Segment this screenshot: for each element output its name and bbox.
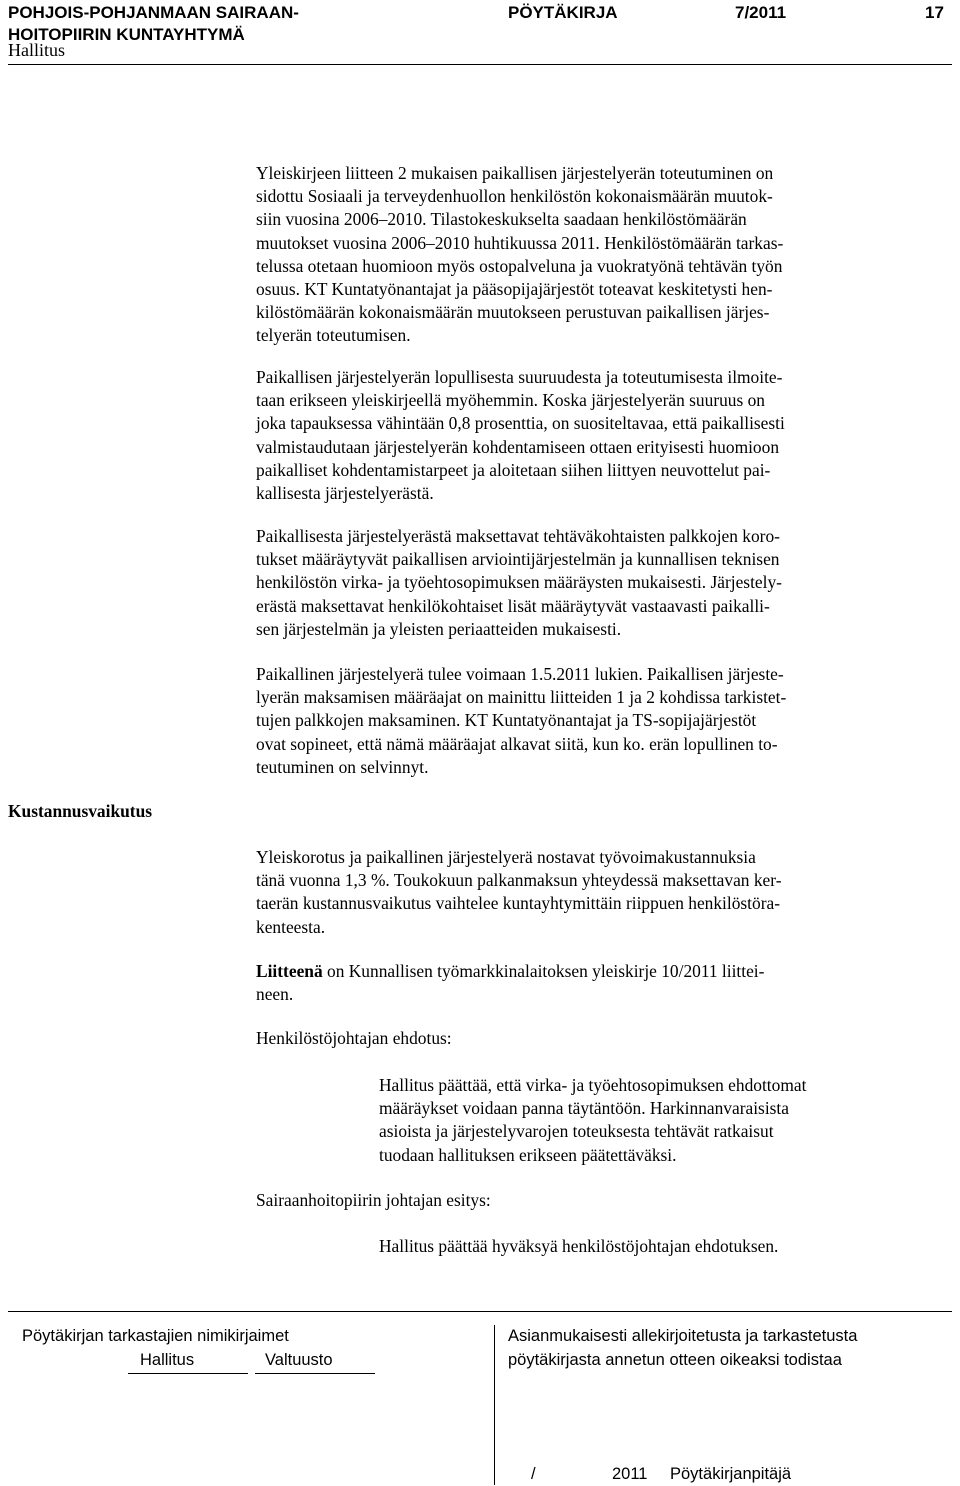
initials-valtuusto: Valtuusto (265, 1351, 333, 1369)
director-decision (379, 1235, 949, 1258)
text-line: ovat sopineet, että nämä määräajat alkavat siitä, kun ko. erän lopullinen to- (256, 733, 778, 754)
text-line: Henkilöstöjohtajan ehdotus: (256, 1028, 452, 1048)
doc-type: PÖYTÄKIRJA (508, 3, 618, 22)
text-line: Hallitus päättää hyväksyä henkilöstöjohtajan ehdotuksen. (379, 1236, 779, 1256)
text-line: teutuminen on selvinnyt. (256, 756, 429, 777)
initials-line (128, 1373, 248, 1374)
text-line: Sairaanhoitopiirin johtajan esitys: (256, 1190, 491, 1210)
text-line: sidottu Sosiaali ja terveydenhuollon henkilöstön kokonaismäärän muutok- (256, 186, 773, 207)
org-name-line2: HOITOPIIRIN KUNTAYHTYMÄ (8, 25, 245, 44)
text-line: neen. (256, 984, 294, 1005)
footer-divider (494, 1325, 495, 1485)
text-line: Paikallisesta järjestelyerästä maksettavat tehtäväkohtaisten palkkojen koro- (256, 526, 780, 546)
section-title: Hallitus (8, 40, 65, 60)
text-line: kenteesta. (256, 916, 326, 937)
text-line: määräykset voidaan panna täytäntöön. Harkinnanvaraisista (379, 1098, 789, 1119)
cost-paragraph (256, 846, 946, 939)
text-line: Paikallinen järjestelyerä tulee voimaan 1.5.2011 lukien. Paikallisen järjeste- (256, 664, 784, 684)
date-slash: / (531, 1465, 536, 1483)
page-number: 17 (925, 3, 944, 22)
paragraph-1 (256, 162, 946, 348)
text-line: telussa otetaan huomioon myös ostopalveluna ja vuokratyönä tehtävän työn (256, 255, 783, 276)
attachment-text: on Kunnallisen työmarkkinalaitoksen yleiskirje 10/2011 liittei- (322, 961, 765, 981)
text-line: lyerän maksamisen määräajat on mainittu liitteiden 1 ja 2 kohdissa tarkistet- (256, 687, 787, 708)
certification-line1: Asianmukaisesti allekirjoitetusta ja tarkastetusta (508, 1327, 858, 1345)
text-line: erästä maksettavat henkilökohtaiset lisät määräytyvät vastaavasti paikalli- (256, 595, 770, 616)
minutes-keeper-label: Pöytäkirjanpitäjä (670, 1465, 792, 1483)
text-line: valmistaudutaan järjestelyerän kohdentamiseen ottaen erityisesti huomioon (256, 436, 780, 457)
initials-title: Pöytäkirjan tarkastajien nimikirjaimet (22, 1327, 289, 1345)
text-line: asioista ja järjestelyvarojen toteuksesta tehtävät ratkaisut (379, 1121, 774, 1142)
certification-line2: pöytäkirjasta annetun otteen oikeaksi todistaa (508, 1351, 842, 1369)
attachment-label: Liitteenä (256, 961, 323, 981)
doc-number: 7/2011 (735, 3, 787, 22)
header-rule (8, 64, 952, 65)
initials-line (255, 1373, 375, 1374)
paragraph-4 (256, 663, 946, 779)
org-name-line1: POHJOIS-POHJANMAAN SAIRAAN- (8, 3, 299, 22)
text-line: tujen palkkojen maksaminen. KT Kuntatyönantajat ja TS-sopijajärjestöt (256, 710, 757, 731)
director-heading (256, 1189, 946, 1212)
text-line: telyerän toteutumisen. (256, 325, 411, 346)
text-line: Hallitus päättää, että virka- ja työehtosopimuksen ehdottomat (379, 1075, 807, 1095)
text-line: taerän kustannusvaikutus vaihtelee kuntayhtymittäin riippuen henkilöstöra- (256, 893, 781, 914)
text-line (256, 960, 946, 983)
text-line: tänä vuonna 1,3 %. Toukokuun palkanmaksun yhteydessä maksettavan ker- (256, 870, 782, 891)
text-line: siin vuosina 2006–2010. Tilastokeskukselta saadaan henkilöstömäärän (256, 209, 747, 230)
text-line: tuodaan hallituksen erikseen päätettäväksi. (379, 1144, 677, 1165)
text-line: taan erikseen yleiskirjeellä myöhemmin. Koska järjestelyerän suuruus on (256, 390, 766, 411)
text-line: sen järjestelmän ja yleisten periaatteiden mukaisesti. (256, 618, 622, 639)
text-line: tukset määräytyvät paikallisen arviointijärjestelmän ja kunnallisen teknisen (256, 549, 780, 570)
proposal-heading (256, 1027, 946, 1050)
text-line: kallisesta järjestelyerästä. (256, 483, 434, 504)
text-line: Yleiskorotus ja paikallinen järjestelyerä nostavat työvoimakustannuksia (256, 847, 756, 867)
paragraph-3 (256, 525, 946, 641)
text-line: paikalliset kohdentamistarpeet ja aloitetaan siihen liittyen neuvottelut pai- (256, 459, 771, 480)
text-line: osuus. KT Kuntatyönantajat ja pääsopijajärjestöt toteavat keskitetysti hen- (256, 279, 773, 300)
initials-hallitus: Hallitus (140, 1351, 195, 1369)
text-line: kilöstömäärän kokonaismäärän muutokseen perustuvan paikallisen järjes- (256, 302, 770, 323)
footer-rule (8, 1311, 952, 1312)
attachment-paragraph (256, 960, 946, 1006)
text-line: Paikallisen järjestelyerän lopullisesta suuruudesta ja toteutumisesta ilmoite- (256, 367, 783, 387)
paragraph-2 (256, 366, 946, 505)
text-line: joka tapauksessa vähintään 0,8 prosenttia, on suositeltavaa, että paikallisesti (256, 413, 785, 434)
text-line: muutokset vuosina 2006–2010 huhtikuussa 2011. Henkilöstömäärän tarkas- (256, 232, 784, 253)
date-year: 2011 (612, 1465, 648, 1483)
text-line: henkilöstön virka- ja työehtosopimuksen määräysten mukaisesti. Järjestely- (256, 572, 782, 593)
cost-impact-label: Kustannusvaikutus (8, 801, 153, 821)
proposal-text (379, 1074, 949, 1167)
text-line: Yleiskirjeen liitteen 2 mukaisen paikallisen järjestelyerän toteutuminen on (256, 163, 774, 183)
